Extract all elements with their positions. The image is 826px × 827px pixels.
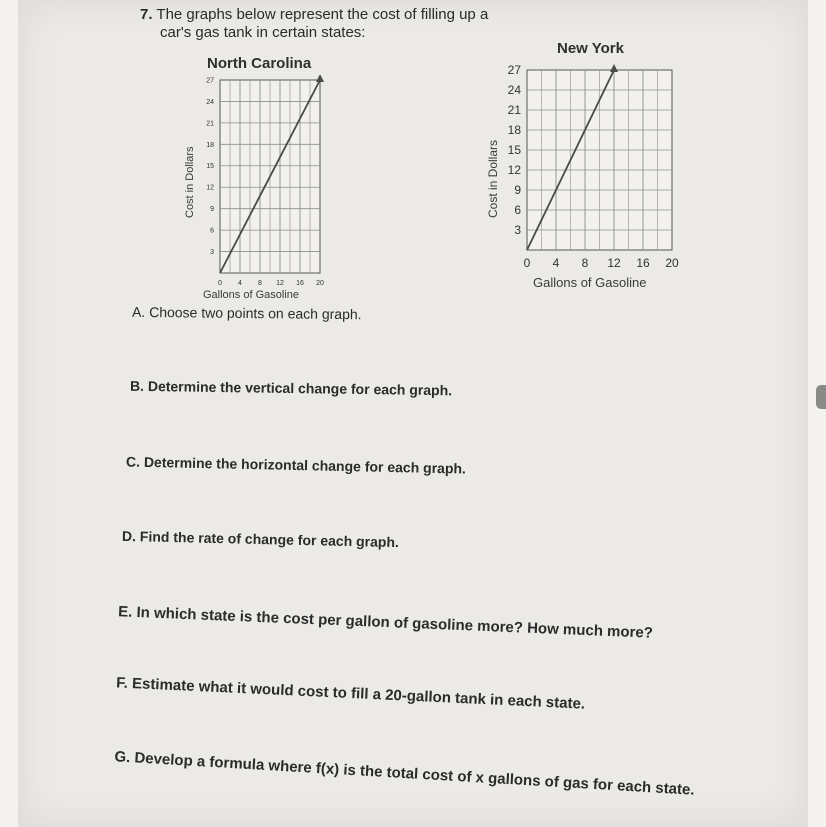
x-tick-label: 16 <box>296 280 304 287</box>
x-tick-label: 16 <box>636 256 650 270</box>
y-tick-label: 12 <box>206 184 214 192</box>
question-number: 7. <box>140 6 153 23</box>
y-tick-label: 6 <box>210 227 214 235</box>
question-prompt <box>140 6 488 42</box>
x-tick-label: 0 <box>218 280 222 287</box>
y-tick-label: 3 <box>514 223 521 238</box>
y-tick-label: 24 <box>507 83 521 98</box>
nc-y-axis-title: Cost in Dollars <box>184 146 196 218</box>
nc-chart-title: North Carolina <box>207 55 312 72</box>
ny-y-axis-title: Cost in Dollars <box>486 139 500 218</box>
ny-chart <box>495 62 685 277</box>
y-tick-label: 18 <box>507 123 521 138</box>
page-edge <box>816 385 826 409</box>
y-tick-label: 21 <box>206 120 214 128</box>
prompt-line-2: car's gas tank in certain states: <box>160 24 366 41</box>
x-tick-label: 12 <box>607 256 621 270</box>
nc-chart <box>195 75 330 290</box>
y-tick-label: 27 <box>206 77 214 85</box>
x-tick-label: 8 <box>581 256 589 270</box>
nc-x-axis-title: Gallons of Gasoline <box>203 289 299 301</box>
part-g: G. Develop a formula where f(x) is the total cost of x gallons of gas for each state. <box>113 748 695 799</box>
y-tick-label: 21 <box>507 103 521 118</box>
x-tick-label: 12 <box>276 280 284 287</box>
y-tick-label: 6 <box>514 203 521 218</box>
part-e: E. In which state is the cost per gallon of gasoline more? How much more? <box>117 603 654 642</box>
part-f: F. Estimate what it would cost to fill a 20-gallon tank in each state. <box>115 674 586 713</box>
y-tick-label: 15 <box>206 163 214 171</box>
y-tick-label: 18 <box>206 141 214 149</box>
y-tick-label: 12 <box>507 163 521 178</box>
y-tick-label: 9 <box>210 206 214 214</box>
y-tick-label: 3 <box>210 249 214 257</box>
y-tick-label: 27 <box>507 63 521 78</box>
x-tick-label: 20 <box>665 256 679 270</box>
x-tick-label: 20 <box>316 280 324 287</box>
part-a: A. Choose two points on each graph. <box>131 303 362 323</box>
prompt-line-1: The graphs below represent the cost of filling up a <box>156 6 489 23</box>
series-arrowhead <box>610 64 618 72</box>
ny-chart-title: New York <box>557 40 624 57</box>
x-tick-label: 4 <box>552 256 560 270</box>
ny-x-axis-title: Gallons of Gasoline <box>533 275 647 290</box>
x-tick-label: 8 <box>258 280 262 287</box>
x-tick-label: 0 <box>523 256 531 270</box>
part-d: D. Find the rate of change for each graph. <box>121 527 400 551</box>
y-tick-label: 24 <box>206 98 214 106</box>
y-tick-label: 9 <box>514 183 521 198</box>
x-tick-label: 4 <box>238 280 242 287</box>
part-c: C. Determine the horizontal change for each graph. <box>125 453 467 477</box>
part-b: B. Determine the vertical change for each graph. <box>129 377 453 399</box>
series-arrowhead <box>316 75 324 82</box>
y-tick-label: 15 <box>507 143 521 158</box>
